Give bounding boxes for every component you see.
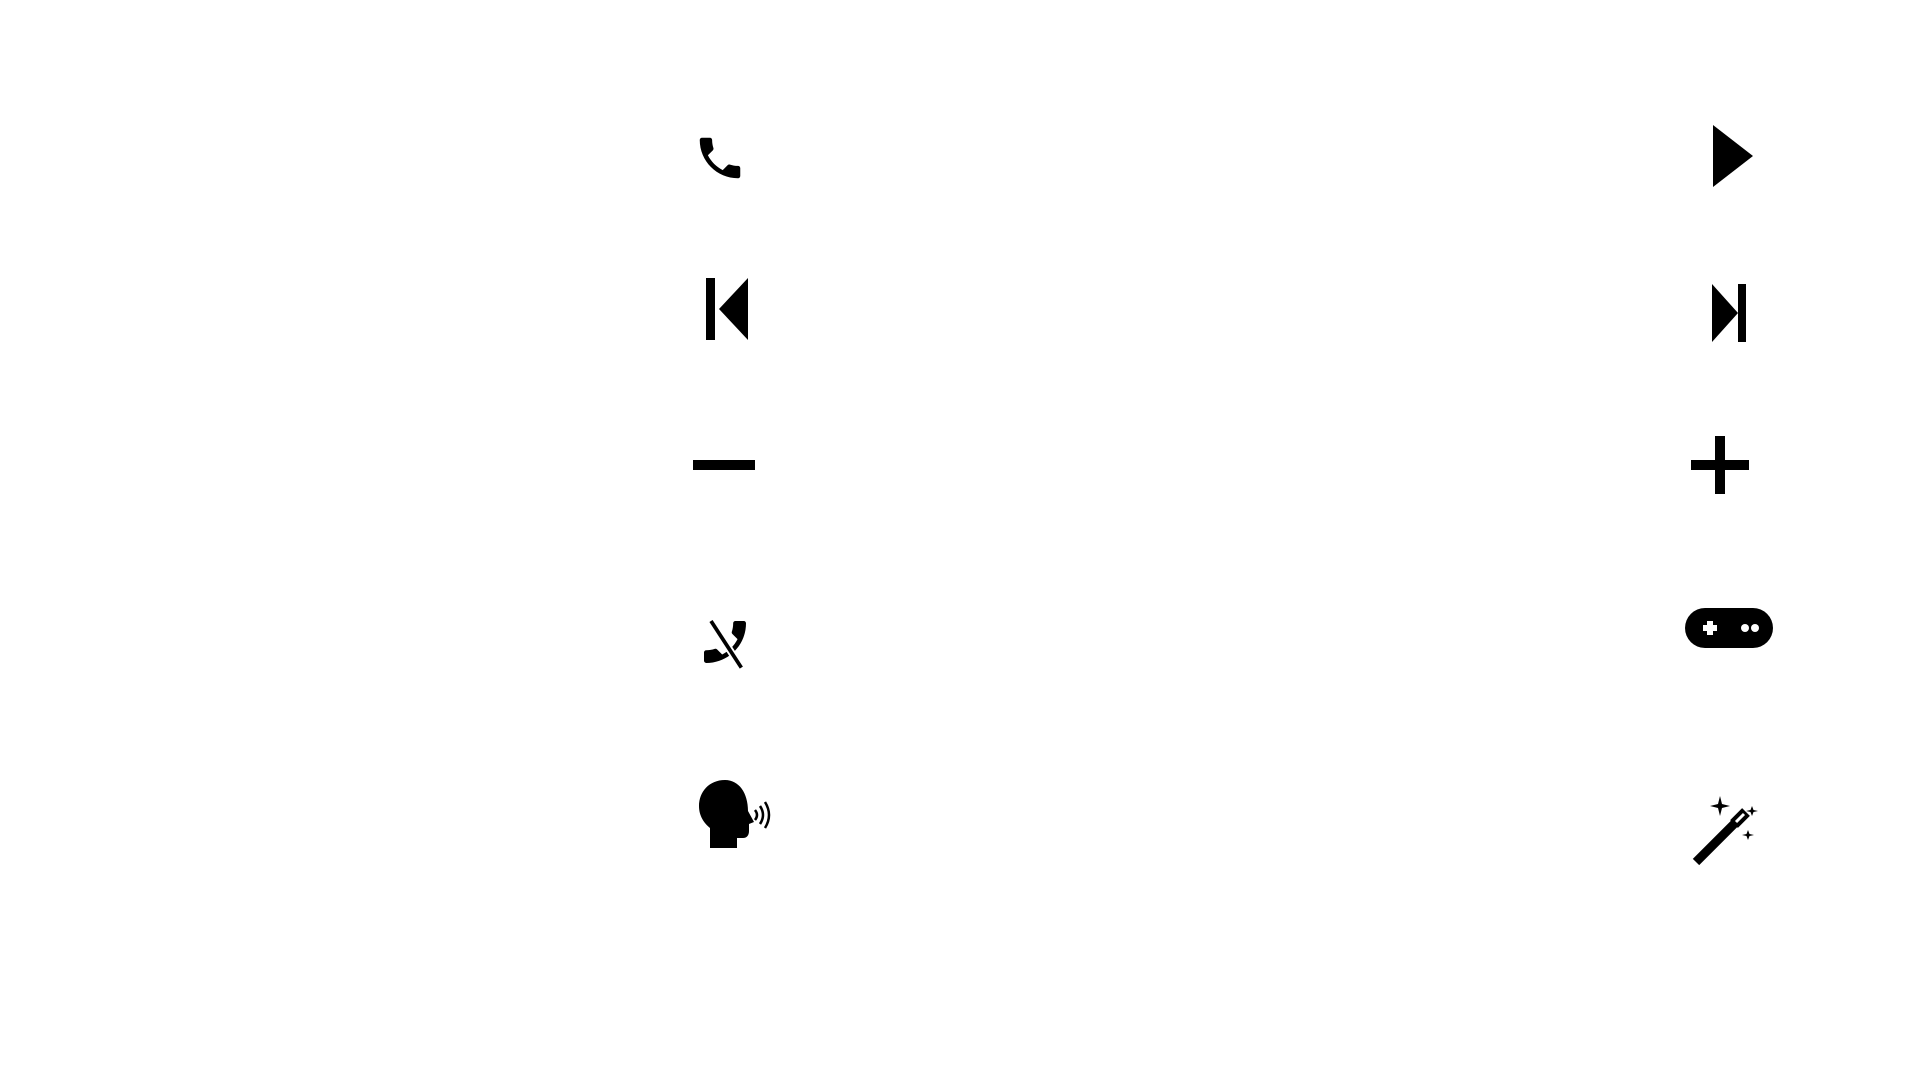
plus-icon — [1691, 436, 1749, 494]
phone-off-icon — [697, 614, 753, 670]
gamepad-icon — [1685, 608, 1773, 648]
previous-track-icon — [706, 278, 748, 340]
minus-icon — [693, 460, 755, 470]
voice-assistant-icon — [697, 780, 773, 848]
phone-icon — [693, 130, 747, 186]
magic-wand-icon — [1690, 796, 1762, 868]
play-icon — [1713, 125, 1753, 187]
next-track-icon — [1712, 284, 1746, 342]
